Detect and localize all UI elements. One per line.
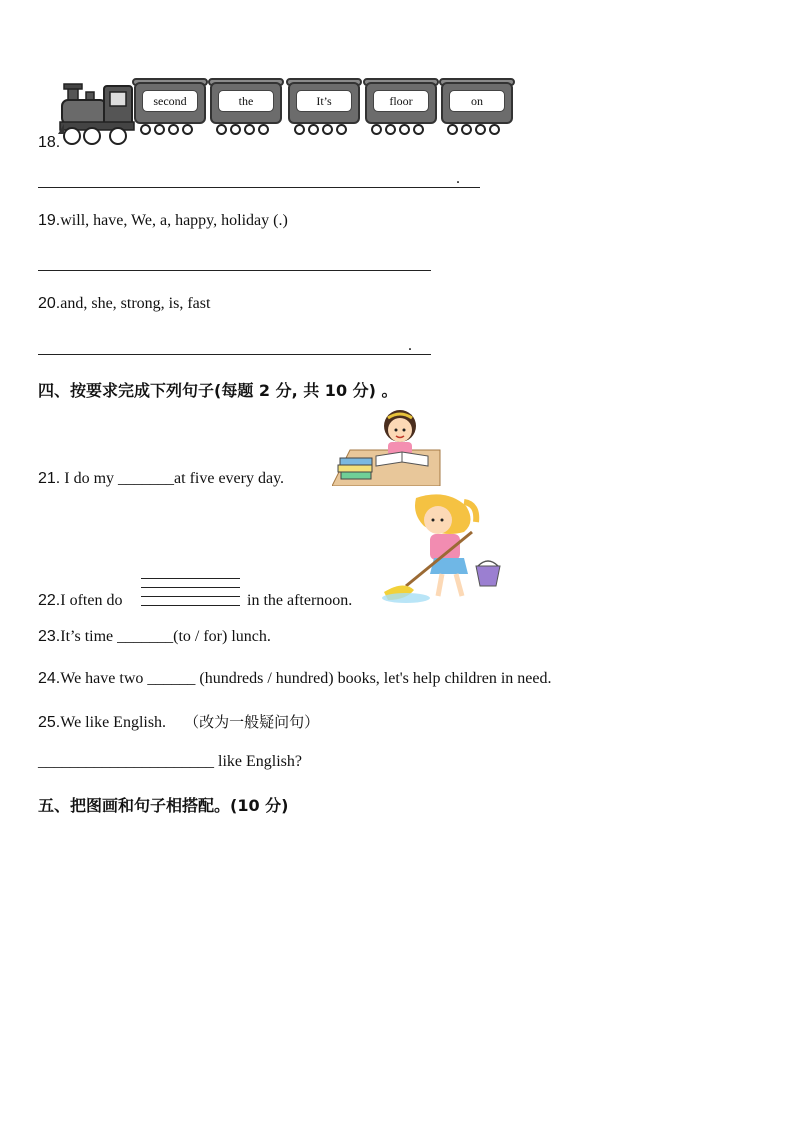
q23-text: It’s time _______(to / for) lunch. bbox=[60, 628, 271, 645]
q20-answer-line[interactable] bbox=[38, 354, 431, 355]
q20-number: 20. bbox=[38, 295, 61, 312]
q21 bbox=[38, 470, 284, 488]
q22-blank-line-1[interactable] bbox=[141, 578, 240, 579]
q21-after: at five every day. bbox=[174, 470, 285, 487]
train-car-3 bbox=[288, 82, 360, 132]
section-4-heading: 四、按要求完成下列句子(每题 2 分, 共 10 分) 。 bbox=[38, 381, 398, 400]
q25-answer-blank[interactable]: ______________________ bbox=[38, 753, 214, 770]
q20 bbox=[38, 295, 210, 313]
q25-text: We like English. bbox=[60, 714, 167, 731]
q22-after: in the afternoon. bbox=[247, 592, 353, 609]
q25-answer-after: like English? bbox=[214, 753, 302, 770]
girl-reading-image bbox=[332, 406, 442, 486]
train-word: the bbox=[218, 90, 274, 112]
q20-text: and, she, strong, is, fast bbox=[60, 295, 211, 312]
q20-period: . bbox=[408, 337, 412, 354]
q19-text: will, have, We, a, happy, holiday (.) bbox=[60, 212, 288, 229]
train-word: on bbox=[449, 90, 505, 112]
q22-blank-line-3[interactable] bbox=[141, 596, 240, 597]
train-car-4 bbox=[365, 82, 437, 132]
q22-number: 22. bbox=[38, 592, 61, 609]
q24 bbox=[38, 670, 552, 688]
q21-number: 21. bbox=[38, 470, 61, 487]
q21-blank[interactable]: _______ bbox=[118, 470, 175, 487]
train-car-1 bbox=[134, 82, 206, 132]
q18-answer-line[interactable] bbox=[38, 187, 480, 188]
q22-blank-line-2[interactable] bbox=[141, 587, 240, 588]
q19-answer-line[interactable] bbox=[38, 270, 431, 271]
locomotive-icon bbox=[58, 78, 136, 148]
q19 bbox=[38, 212, 288, 230]
q24-number: 24. bbox=[38, 670, 61, 687]
section-5-heading: 五、把图画和句子相搭配。(10 分) bbox=[38, 796, 289, 815]
q23-number: 23. bbox=[38, 628, 61, 645]
train-word: It’s bbox=[296, 90, 352, 112]
girl-mopping-image bbox=[376, 492, 506, 610]
q18-period: . bbox=[456, 170, 460, 187]
q19-number: 19. bbox=[38, 212, 61, 229]
train-car-2 bbox=[210, 82, 282, 132]
q18-number: 18. bbox=[38, 134, 61, 151]
q22 bbox=[38, 592, 122, 610]
q25 bbox=[38, 711, 319, 732]
q21-before: I do my bbox=[60, 470, 119, 487]
q25-instruction: （改为一般疑问句） bbox=[184, 713, 320, 731]
train-word: second bbox=[142, 90, 198, 112]
q23 bbox=[38, 628, 271, 646]
train-word: floor bbox=[373, 90, 429, 112]
q25-answer bbox=[38, 753, 302, 771]
q24-text: We have two ______ (hundreds / hundred) books, let's help children in need. bbox=[60, 670, 552, 687]
q22-blank-line-4[interactable] bbox=[141, 605, 240, 606]
q22-before: I often do bbox=[60, 592, 123, 609]
train-car-5 bbox=[441, 82, 513, 132]
q25-number: 25. bbox=[38, 714, 61, 731]
